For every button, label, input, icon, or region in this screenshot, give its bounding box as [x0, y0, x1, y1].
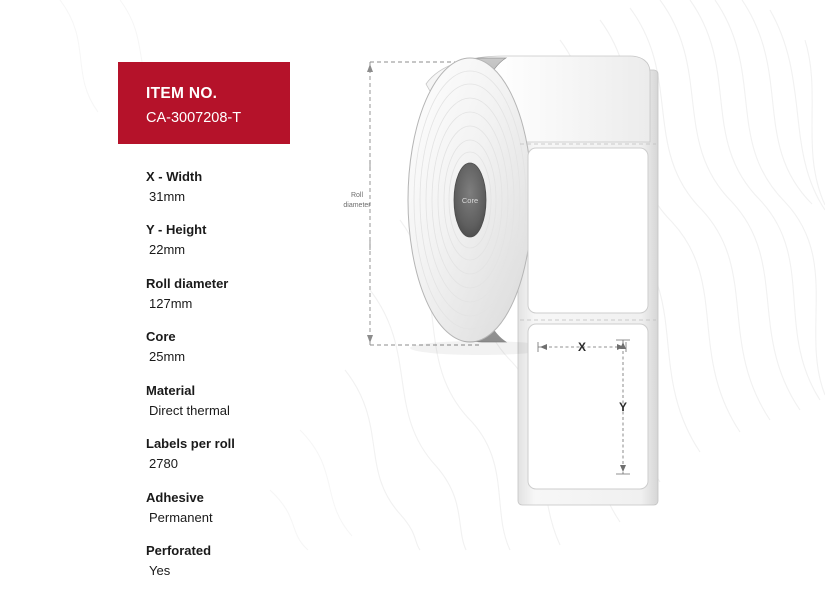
- label-lower-dimensioned: [520, 320, 656, 489]
- spec-value: 25mm: [149, 349, 186, 365]
- label-upper: [520, 144, 656, 313]
- spec-value: 127mm: [149, 295, 193, 311]
- spec-value: Yes: [149, 563, 171, 579]
- spec-key: Y - Height: [146, 222, 207, 238]
- spec-key: Adhesive: [146, 489, 204, 505]
- roll-diameter-label-line2: diameter: [343, 202, 371, 209]
- spec-value: Permanent: [149, 509, 213, 525]
- item-number-banner: [118, 62, 290, 144]
- x-dimension-label: X: [577, 340, 587, 354]
- y-dimension-label: Y: [618, 400, 628, 414]
- roll-diameter-label-line1: Roll: [350, 192, 364, 199]
- spec-key: Labels per roll: [146, 436, 235, 452]
- core-label: Core: [461, 196, 479, 205]
- item-number-label: ITEM NO.: [146, 85, 218, 102]
- spec-value: 22mm: [149, 242, 186, 258]
- label-roll-illustration: [330, 30, 810, 530]
- spec-row-perforated: [146, 542, 376, 581]
- spec-value: Direct thermal: [149, 402, 230, 418]
- spec-key: Material: [146, 382, 196, 398]
- spec-key: Perforated: [146, 543, 212, 559]
- spec-key: Roll diameter: [146, 275, 229, 291]
- item-number-value: CA-3007208-T: [146, 110, 242, 127]
- spec-value: 31mm: [149, 188, 186, 204]
- spec-key: Core: [146, 329, 176, 345]
- spec-key: X - Width: [146, 169, 203, 184]
- spec-value: 2780: [149, 456, 178, 472]
